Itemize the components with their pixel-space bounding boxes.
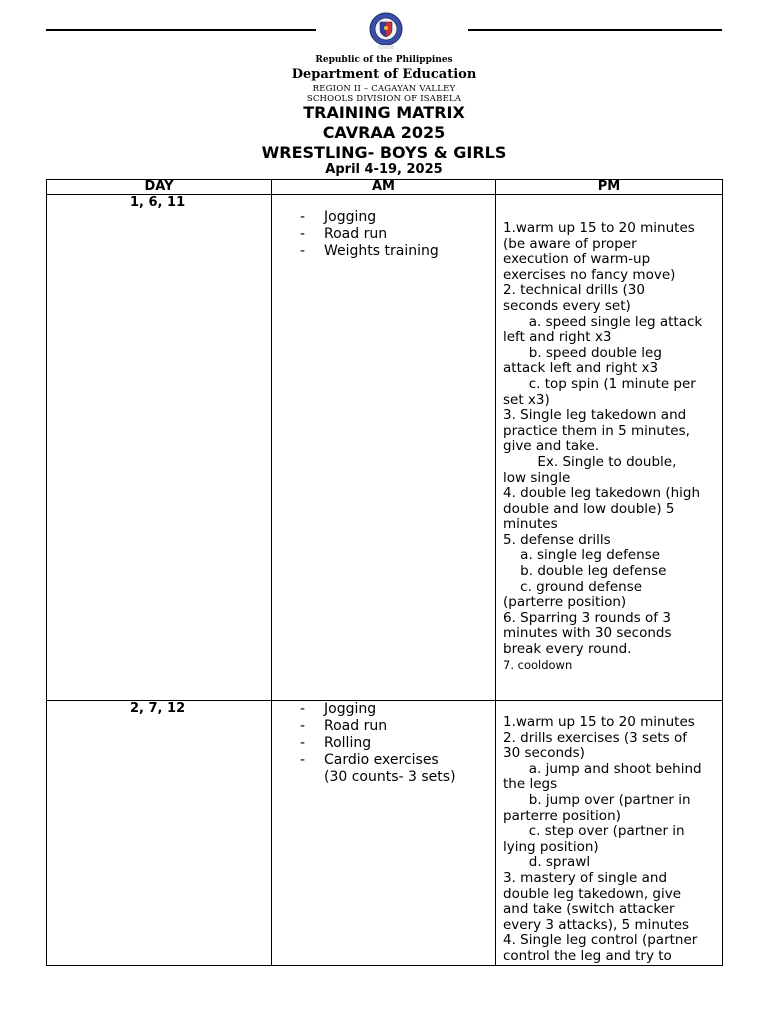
list-item: 2. technical drills (30 [503, 282, 645, 299]
list-item: attack left and right x3 [503, 360, 659, 377]
list-item: - Rolling [300, 735, 495, 752]
list-item: lying position) [503, 838, 599, 855]
pm-activity-list [496, 221, 722, 673]
republic-label: Republic of the Philippines [315, 55, 453, 65]
list-item: 30 seconds) [503, 745, 585, 762]
day-label: 2, 7, 12 [130, 701, 186, 716]
list-item: minutes [503, 516, 558, 533]
list-item: b. double leg defense [503, 563, 667, 580]
sport-title: WRESTLING- BOYS & GIRLS [261, 143, 507, 162]
day-label: 1, 6, 11 [130, 195, 186, 210]
list-item: break every round. [503, 641, 632, 658]
date-range: April 4-19, 2025 [325, 162, 443, 177]
am-activity-list [272, 209, 495, 260]
header-rule-left [46, 29, 316, 31]
list-item: 7. cooldown [503, 657, 573, 672]
list-item: 4. Single leg control (partner [503, 932, 698, 949]
list-item: set x3) [503, 391, 550, 408]
list-item: execution of warm-up [503, 251, 651, 268]
list-item: - Road run [300, 718, 495, 735]
list-item: 3. mastery of single and [503, 869, 668, 886]
list-item: b. speed double leg [503, 344, 662, 361]
training-matrix-table [46, 179, 723, 966]
list-item: - Cardio exercises [300, 752, 495, 769]
table-row [47, 195, 723, 701]
header-day: DAY [47, 180, 272, 195]
list-item: low single [503, 469, 571, 486]
pm-activity-list [496, 715, 722, 965]
list-item: c. top spin (1 minute per [503, 375, 696, 392]
list-item-continuation: (30 counts- 3 sets) [324, 769, 456, 785]
table-header-row [47, 180, 723, 195]
list-item: 5. defense drills [503, 531, 611, 548]
division-label: SCHOOLS DIVISION OF ISABELA [306, 94, 462, 104]
list-item: 1.warm up 15 to 20 minutes [503, 714, 695, 730]
list-item: (be aware of proper [503, 235, 637, 252]
list-item: d. sprawl [503, 854, 591, 871]
list-item: - Weights training [300, 243, 495, 260]
list-item: double and low double) 5 [503, 500, 675, 517]
list-item: Ex. Single to double, [503, 453, 677, 470]
event-title: CAVRAA 2025 [322, 123, 446, 142]
list-item: practice them in 5 minutes, [503, 422, 690, 439]
list-item: seconds every set) [503, 297, 631, 314]
list-item: c. ground defense [503, 578, 643, 595]
table-row [47, 701, 723, 966]
list-item: - Jogging [300, 209, 495, 226]
doc-title: TRAINING MATRIX [303, 103, 465, 122]
deped-seal-icon [368, 11, 404, 51]
list-item: (parterre position) [503, 594, 627, 611]
list-item: every 3 attacks), 5 minutes [503, 916, 690, 933]
pm-cell [496, 195, 723, 701]
list-item: exercises no fancy move) [503, 266, 676, 283]
list-item: the legs [503, 776, 558, 793]
pm-cell [496, 701, 723, 966]
list-item: minutes with 30 seconds [503, 625, 672, 642]
am-cell [272, 195, 496, 701]
list-item: left and right x3 [503, 329, 612, 346]
region-label: REGION II – CAGAYAN VALLEY [312, 84, 456, 94]
list-item: 4. double leg takedown (high [503, 485, 701, 502]
am-activity-list [272, 701, 495, 786]
am-cell [272, 701, 496, 966]
list-item: 6. Sparring 3 rounds of 3 [503, 609, 671, 626]
list-item: give and take. [503, 438, 600, 455]
list-item: a. jump and shoot behind [503, 760, 702, 777]
list-item: 1.warm up 15 to 20 minutes [503, 220, 695, 236]
list-item: - Road run [300, 226, 495, 243]
header-am: AM [272, 180, 496, 195]
list-item: c. step over (partner in [503, 823, 685, 840]
day-cell [47, 195, 272, 701]
list-item: b. jump over (partner in [503, 791, 691, 808]
list-item: double leg takedown, give [503, 885, 682, 902]
list-item: control the leg and try to [503, 947, 672, 964]
list-item: and take (switch attacker [503, 901, 675, 918]
header-pm: PM [496, 180, 723, 195]
list-item: a. speed single leg attack [503, 313, 703, 330]
day-cell [47, 701, 272, 966]
list-item: parterre position) [503, 807, 621, 824]
list-item: 3. Single leg takedown and [503, 407, 687, 424]
list-item: a. single leg defense [503, 547, 661, 564]
header-rule-right [468, 29, 722, 31]
department-label: Department of Education [291, 67, 477, 82]
list-item: 2. drills exercises (3 sets of [503, 729, 688, 746]
list-item: - Jogging [300, 701, 495, 718]
